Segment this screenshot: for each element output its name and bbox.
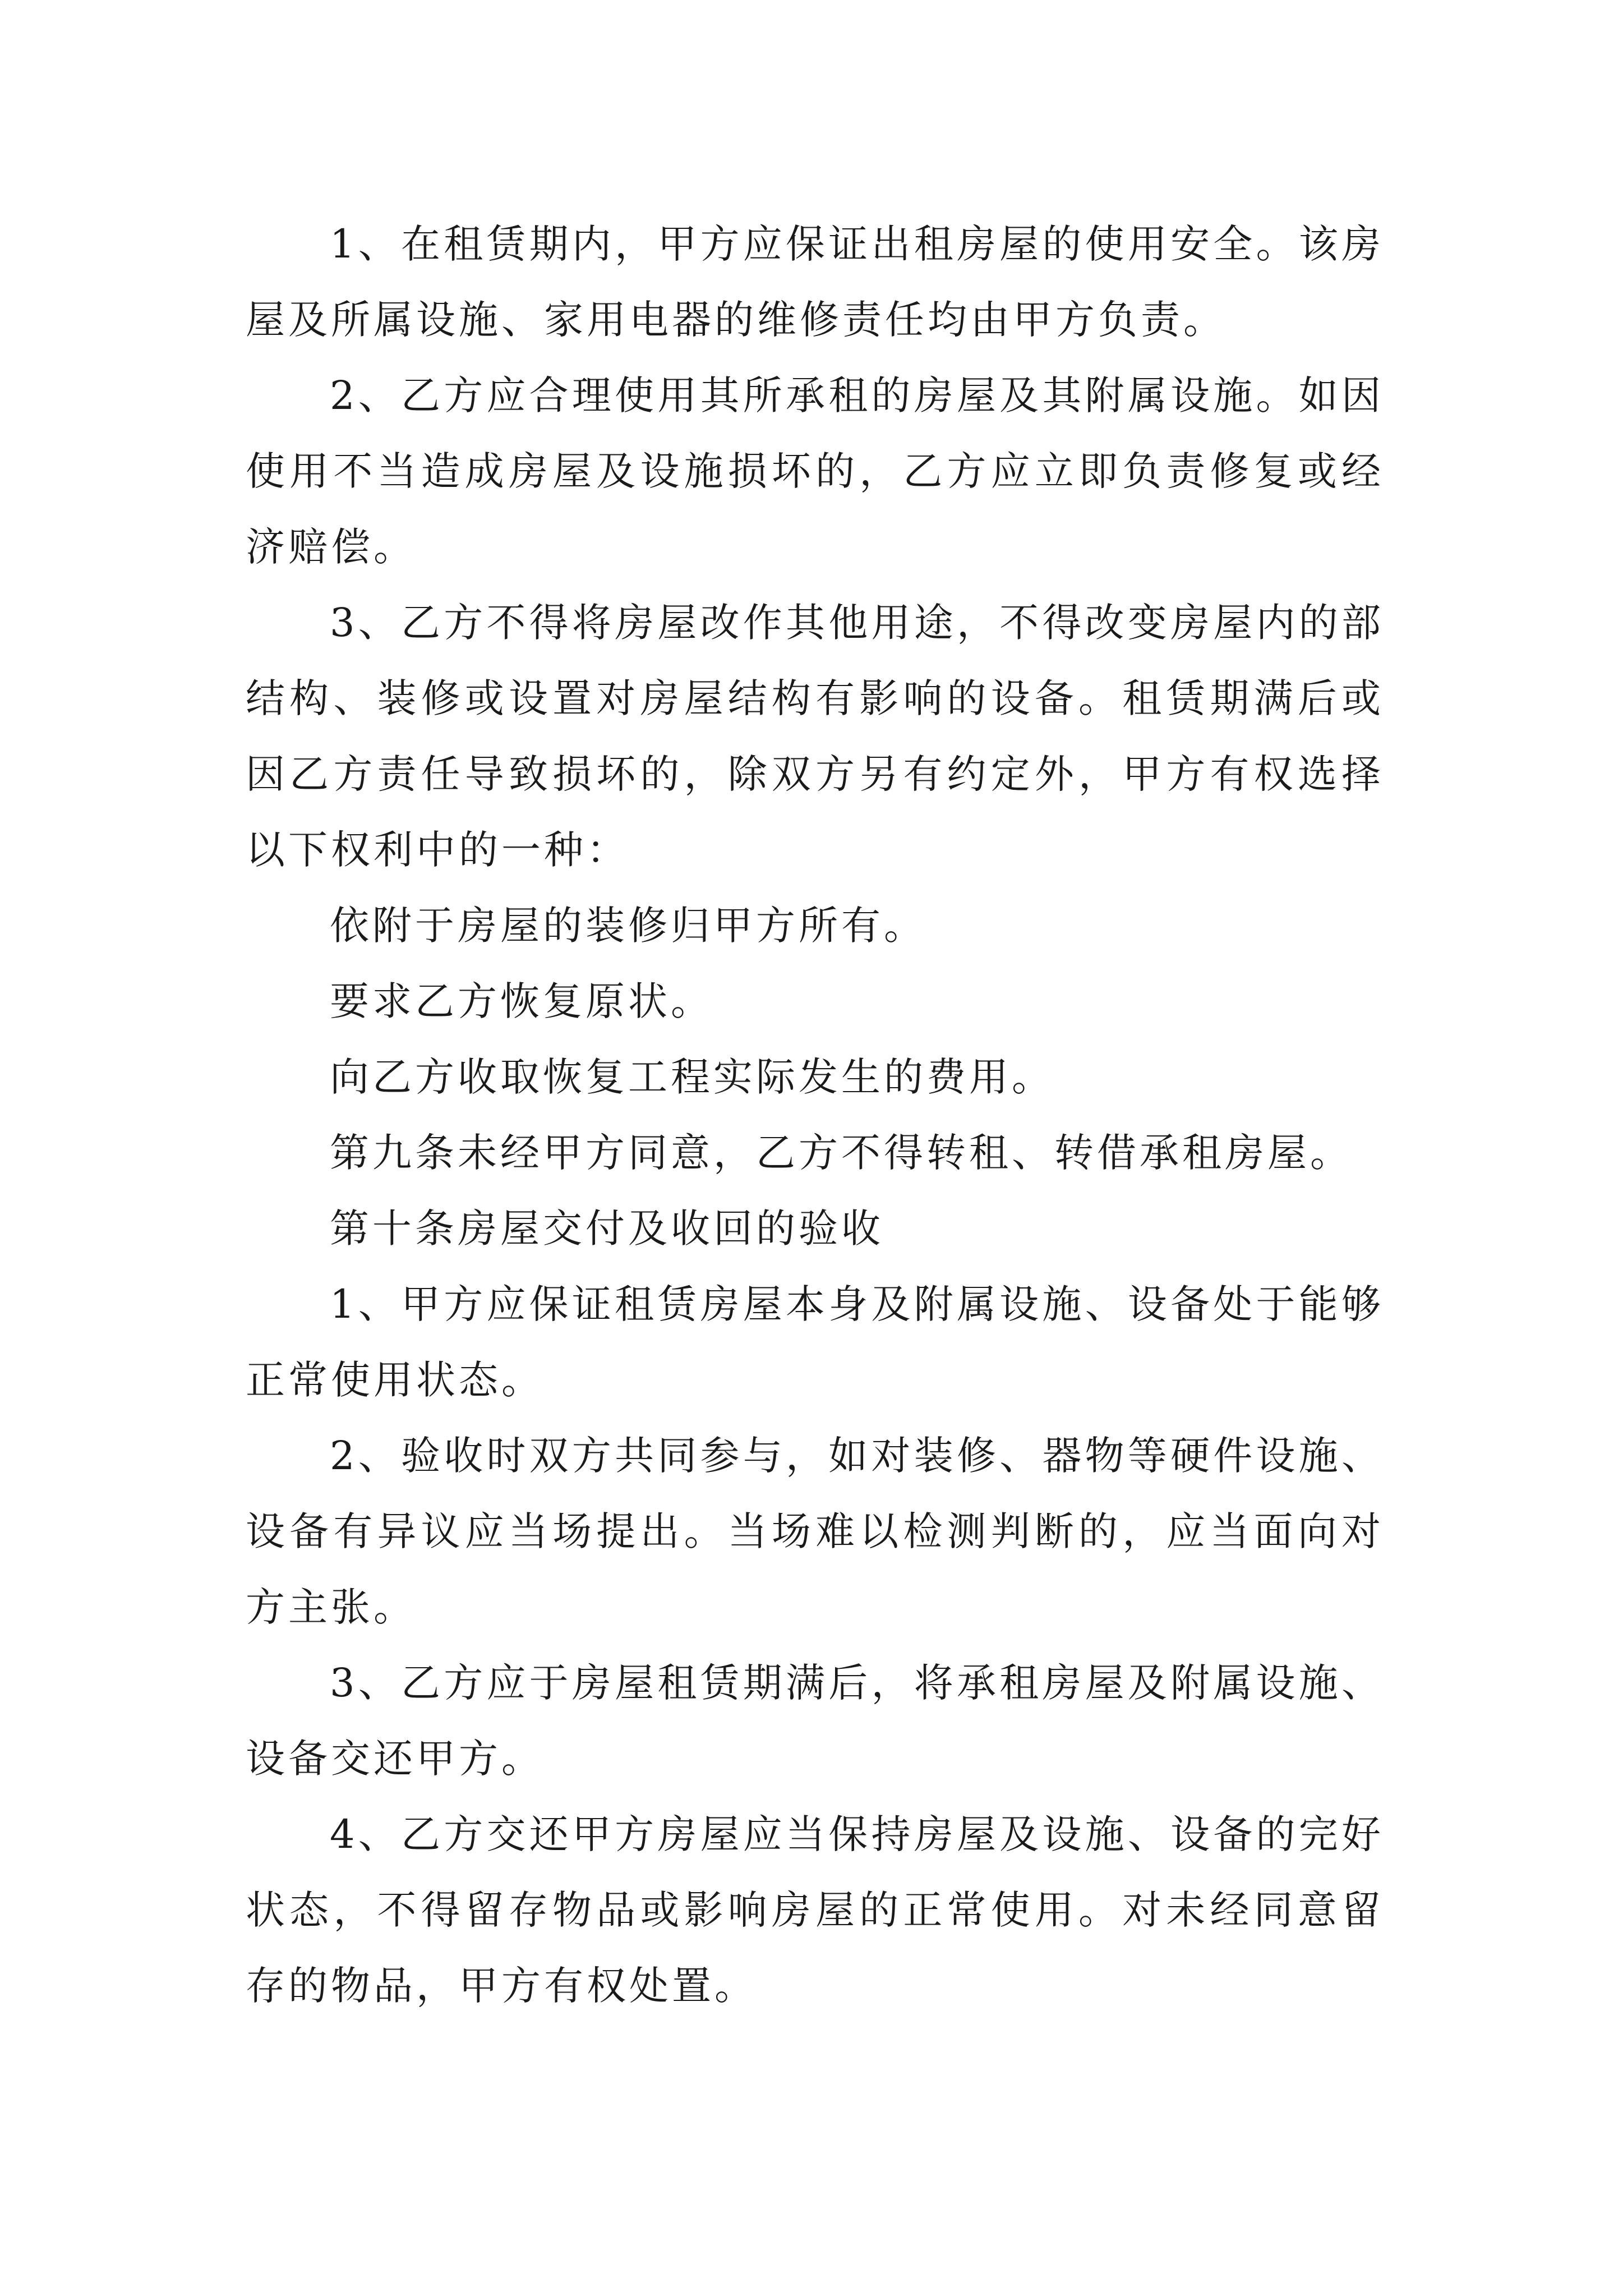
paragraph-article-10-item-4: 4、乙方交还甲方房屋应当保持房屋及设施、设备的完好状态，不得留存物品或影响房屋的正常使用。对未经同意留存的物品，甲方有权处置。 (246, 1811, 1384, 2009)
paragraph-article-10-item-1: 1、甲方应保证租赁房屋本身及附属设施、设备处于能够正常使用状态。 (246, 1281, 1384, 1403)
paragraph-article-10-item-2: 2、验收时双方共同参与，如对装修、器物等硬件设施、设备有异议应当场提出。当场难以检测判断的，应当面向对方主张。 (246, 1433, 1384, 1630)
paragraph-clause-1: 1、在租赁期内，甲方应保证出租房屋的使用安全。该房屋及所属设施、家用电器的维修责任均由甲方负责。 (246, 221, 1384, 343)
paragraph-option-1: 依附于房屋的装修归甲方所有。 (330, 903, 926, 949)
paragraph-option-2: 要求乙方恢复原状。 (330, 978, 713, 1024)
paragraph-article-9: 第九条未经甲方同意，乙方不得转租、转借承租房屋。 (330, 1130, 1353, 1176)
paragraph-clause-3: 3、乙方不得将房屋改作其他用途，不得改变房屋内的部结构、装修或设置对房屋结构有影响的设备。租赁期满后或因乙方责任导致损坏的，除双方另有约定外，甲方有权选择以下权利中的一种： (246, 600, 1384, 873)
paragraph-article-10-heading: 第十条房屋交付及收回的验收 (330, 1205, 884, 1251)
document-body (246, 206, 1384, 2024)
paragraph-article-10-item-3: 3、乙方应于房屋租赁期满后，将承租房屋及附属设施、设备交还甲方。 (246, 1660, 1384, 1782)
paragraph-clause-2: 2、乙方应合理使用其所承租的房屋及其附属设施。如因使用不当造成房屋及设施损坏的，乙方应立即负责修复或经济赔偿。 (246, 372, 1384, 570)
paragraph-option-3: 向乙方收取恢复工程实际发生的费用。 (330, 1054, 1054, 1100)
